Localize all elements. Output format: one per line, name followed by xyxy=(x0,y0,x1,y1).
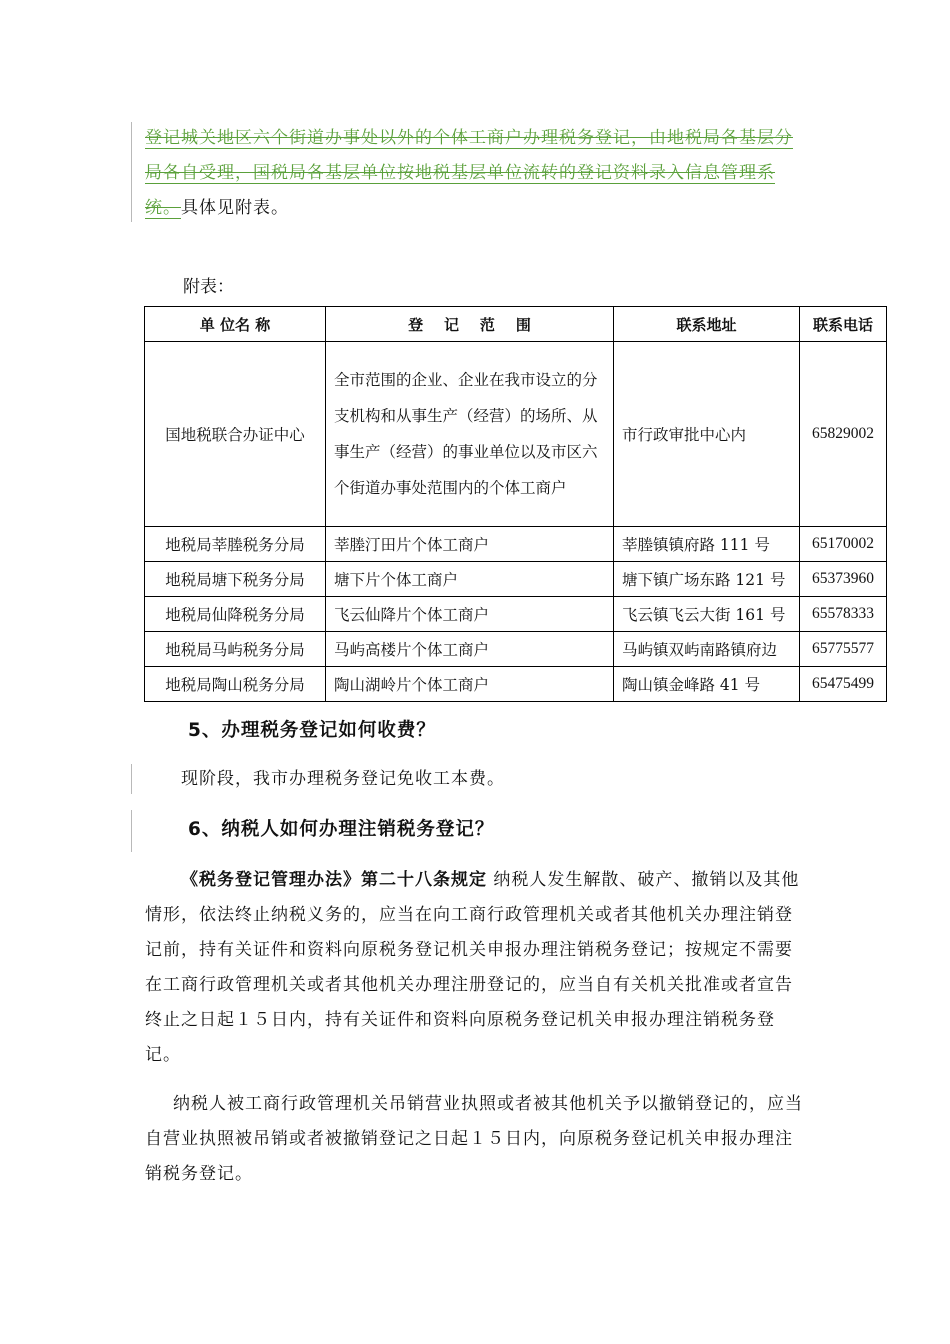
header-unit: 单 位名 称 xyxy=(145,307,326,342)
table-row xyxy=(145,667,887,702)
cell-phone: 65475499 xyxy=(800,667,887,702)
cell-address: 飞云镇飞云大街 161 号 xyxy=(614,597,800,632)
cell-scope: 莘塍汀田片个体工商户 xyxy=(326,527,614,562)
section6-paragraph-2 xyxy=(145,1087,807,1192)
section5-body xyxy=(181,762,781,797)
cell-scope: 陶山湖岭片个体工商户 xyxy=(326,667,614,702)
cell-scope: 塘下片个体工商户 xyxy=(326,562,614,597)
registration-table xyxy=(144,306,887,702)
cell-unit: 地税局塘下税务分局 xyxy=(145,562,326,597)
header-address: 联系地址 xyxy=(614,307,800,342)
cell-address: 陶山镇金峰路 41 号 xyxy=(614,667,800,702)
table-row xyxy=(145,632,887,667)
cell-address: 莘塍镇镇府路 111 号 xyxy=(614,527,800,562)
cell-unit: 地税局陶山税务分局 xyxy=(145,667,326,702)
cell-scope: 飞云仙降片个体工商户 xyxy=(326,597,614,632)
header-phone: 联系电话 xyxy=(800,307,887,342)
regulation-citation: 《税务登记管理办法》第二十八条规定 xyxy=(181,870,487,890)
change-bar xyxy=(131,764,132,794)
change-bar xyxy=(131,122,132,222)
intro-plain-text: 具体见附表。 xyxy=(181,198,289,218)
section6-heading: 6、纳税人如何办理注销税务登记？ xyxy=(188,819,495,840)
table-row xyxy=(145,597,887,632)
cell-scope: 全市范围的企业、企业在我市设立的分支机构和从事生产（经营）的场所、从事生产（经营）的事业单位以及市区六个街道办事处范围内的个体工商户 xyxy=(326,342,614,527)
appendix-label: 附表： xyxy=(183,277,234,297)
section6-paragraph-1 xyxy=(145,863,807,1073)
cell-scope: 马屿高楼片个体工商户 xyxy=(326,632,614,667)
table-row xyxy=(145,562,887,597)
header-scope: 登 记 范 围 xyxy=(326,307,614,342)
cell-address: 市行政审批中心内 xyxy=(614,342,800,527)
cell-unit: 地税局马屿税务分局 xyxy=(145,632,326,667)
table-row xyxy=(145,342,887,527)
cell-address: 塘下镇广场东路 121 号 xyxy=(614,562,800,597)
table-row xyxy=(145,527,887,562)
section5-body-text: 现阶段，我市办理税务登记免收工本费。 xyxy=(181,769,505,789)
cell-unit: 国地税联合办证中心 xyxy=(145,342,326,527)
deleted-text: 登记城关地区六个街道办事处以外的个体工商户办理税务登记，由地税局各基层分局各自受理，国税局各基层单位按地税基层单位流转的登记资料录入信息管理系统。 xyxy=(145,128,793,218)
cell-address: 马屿镇双屿南路镇府边 xyxy=(614,632,800,667)
table-header-row xyxy=(145,307,887,342)
paragraph-text: 纳税人发生解散、破产、撤销以及其他情形，依法终止纳税义务的，应当在向工商行政管理机关或者其他机关办理注销登记前，持有关证件和资料向原税务登记机关申报办理注销税务登记；按规定不需要在工商行政管理机关或者其他机关办理注册登记的，应当自有关机关批准或者宣告终止之日起１５日内，持有关证件和资料向原税务登记机关申报办理注销税务登记。 xyxy=(145,870,800,1065)
cell-phone: 65775577 xyxy=(800,632,887,667)
cell-unit: 地税局莘塍税务分局 xyxy=(145,527,326,562)
section5-heading: 5、办理税务登记如何收费？ xyxy=(188,720,436,741)
paragraph-text: 纳税人被工商行政管理机关吊销营业执照或者被其他机关予以撤销登记的，应当自营业执照被吊销或者被撤销登记之日起１５日内，向原税务登记机关申报办理注销税务登记。 xyxy=(145,1094,803,1184)
cell-phone: 65578333 xyxy=(800,597,887,632)
cell-phone: 65170002 xyxy=(800,527,887,562)
change-bar xyxy=(131,810,132,852)
intro-paragraph xyxy=(145,121,807,226)
cell-phone: 65373960 xyxy=(800,562,887,597)
cell-phone: 65829002 xyxy=(800,342,887,527)
cell-unit: 地税局仙降税务分局 xyxy=(145,597,326,632)
